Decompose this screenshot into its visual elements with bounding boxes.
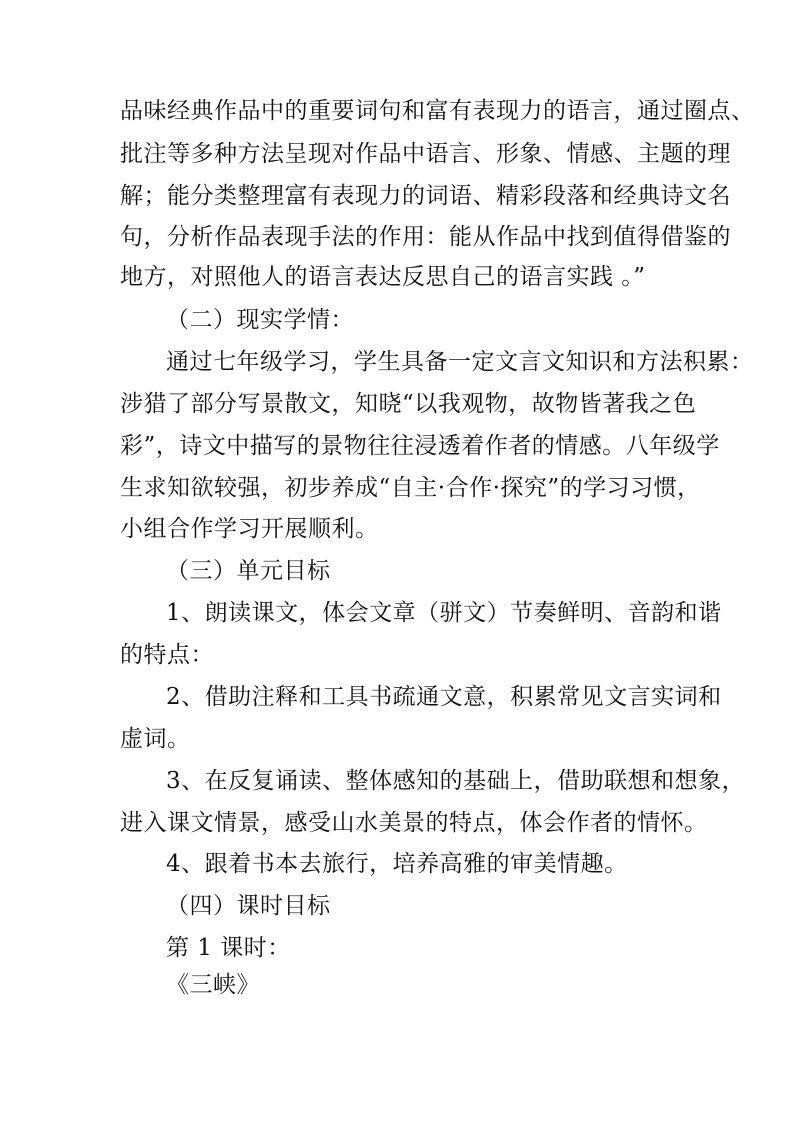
- paragraph-curriculum-line-1: 品味经典作品中的重要词句和富有表现力的语言，通过圈点、: [120, 98, 755, 124]
- paragraph-students-line-2: 涉猎了部分写景散文，知晓“以我观物，故物皆著我之色: [120, 391, 697, 417]
- unit-goal-2-line-2: 虚词。: [120, 726, 191, 752]
- section-heading-lesson-goals: （四）课时目标: [166, 893, 331, 919]
- unit-goal-2-line-1: 2、借助注释和工具书疏通文意，积累常见文言实词和: [166, 684, 722, 710]
- paragraph-students-line-3: 彩”，诗文中描写的景物往往浸透着作者的情感。八年级学: [120, 433, 720, 459]
- paragraph-students-line-4: 生求知欲较强，初步养成“自主·合作·探究”的学习习惯，: [120, 475, 701, 501]
- paragraph-curriculum-line-5: 地方，对照他人的语言表达反思自己的语言实践 。”: [120, 264, 646, 290]
- lesson-1-label: 第 1 课时：: [166, 935, 291, 961]
- unit-goal-1-line-2: 的特点：: [120, 642, 214, 668]
- text-title-san-xia: 《三峡》: [166, 972, 260, 998]
- paragraph-curriculum-line-2: 批注等多种方法呈现对作品中语言、形象、情感、主题的理: [120, 141, 731, 167]
- paragraph-students-line-1: 通过七年级学习，学生具备一定文言文知识和方法积累：: [166, 349, 754, 375]
- paragraph-curriculum-line-4: 句，分析作品表现手法的作用：能从作品中找到值得借鉴的: [120, 224, 731, 250]
- unit-goal-3-line-2: 进入课文情景，感受山水美景的特点，体会作者的情怀。: [120, 810, 708, 836]
- section-heading-student-situation: （二）现实学情：: [166, 307, 354, 333]
- unit-goal-3-line-1: 3、在反复诵读、整体感知的基础上，借助联想和想象，: [166, 768, 746, 794]
- paragraph-curriculum-line-3: 解；能分类整理富有表现力的词语、精彩段落和经典诗文名: [120, 183, 731, 209]
- unit-goal-1-line-1: 1、朗读课文，体会文章（骈文）节奏鲜明、音韵和谐: [166, 600, 722, 626]
- unit-goal-4: 4、跟着书本去旅行，培养高雅的审美情趣。: [166, 851, 628, 877]
- section-heading-unit-goals: （三）单元目标: [166, 558, 331, 584]
- paragraph-students-line-5: 小组合作学习开展顺利。: [120, 516, 379, 542]
